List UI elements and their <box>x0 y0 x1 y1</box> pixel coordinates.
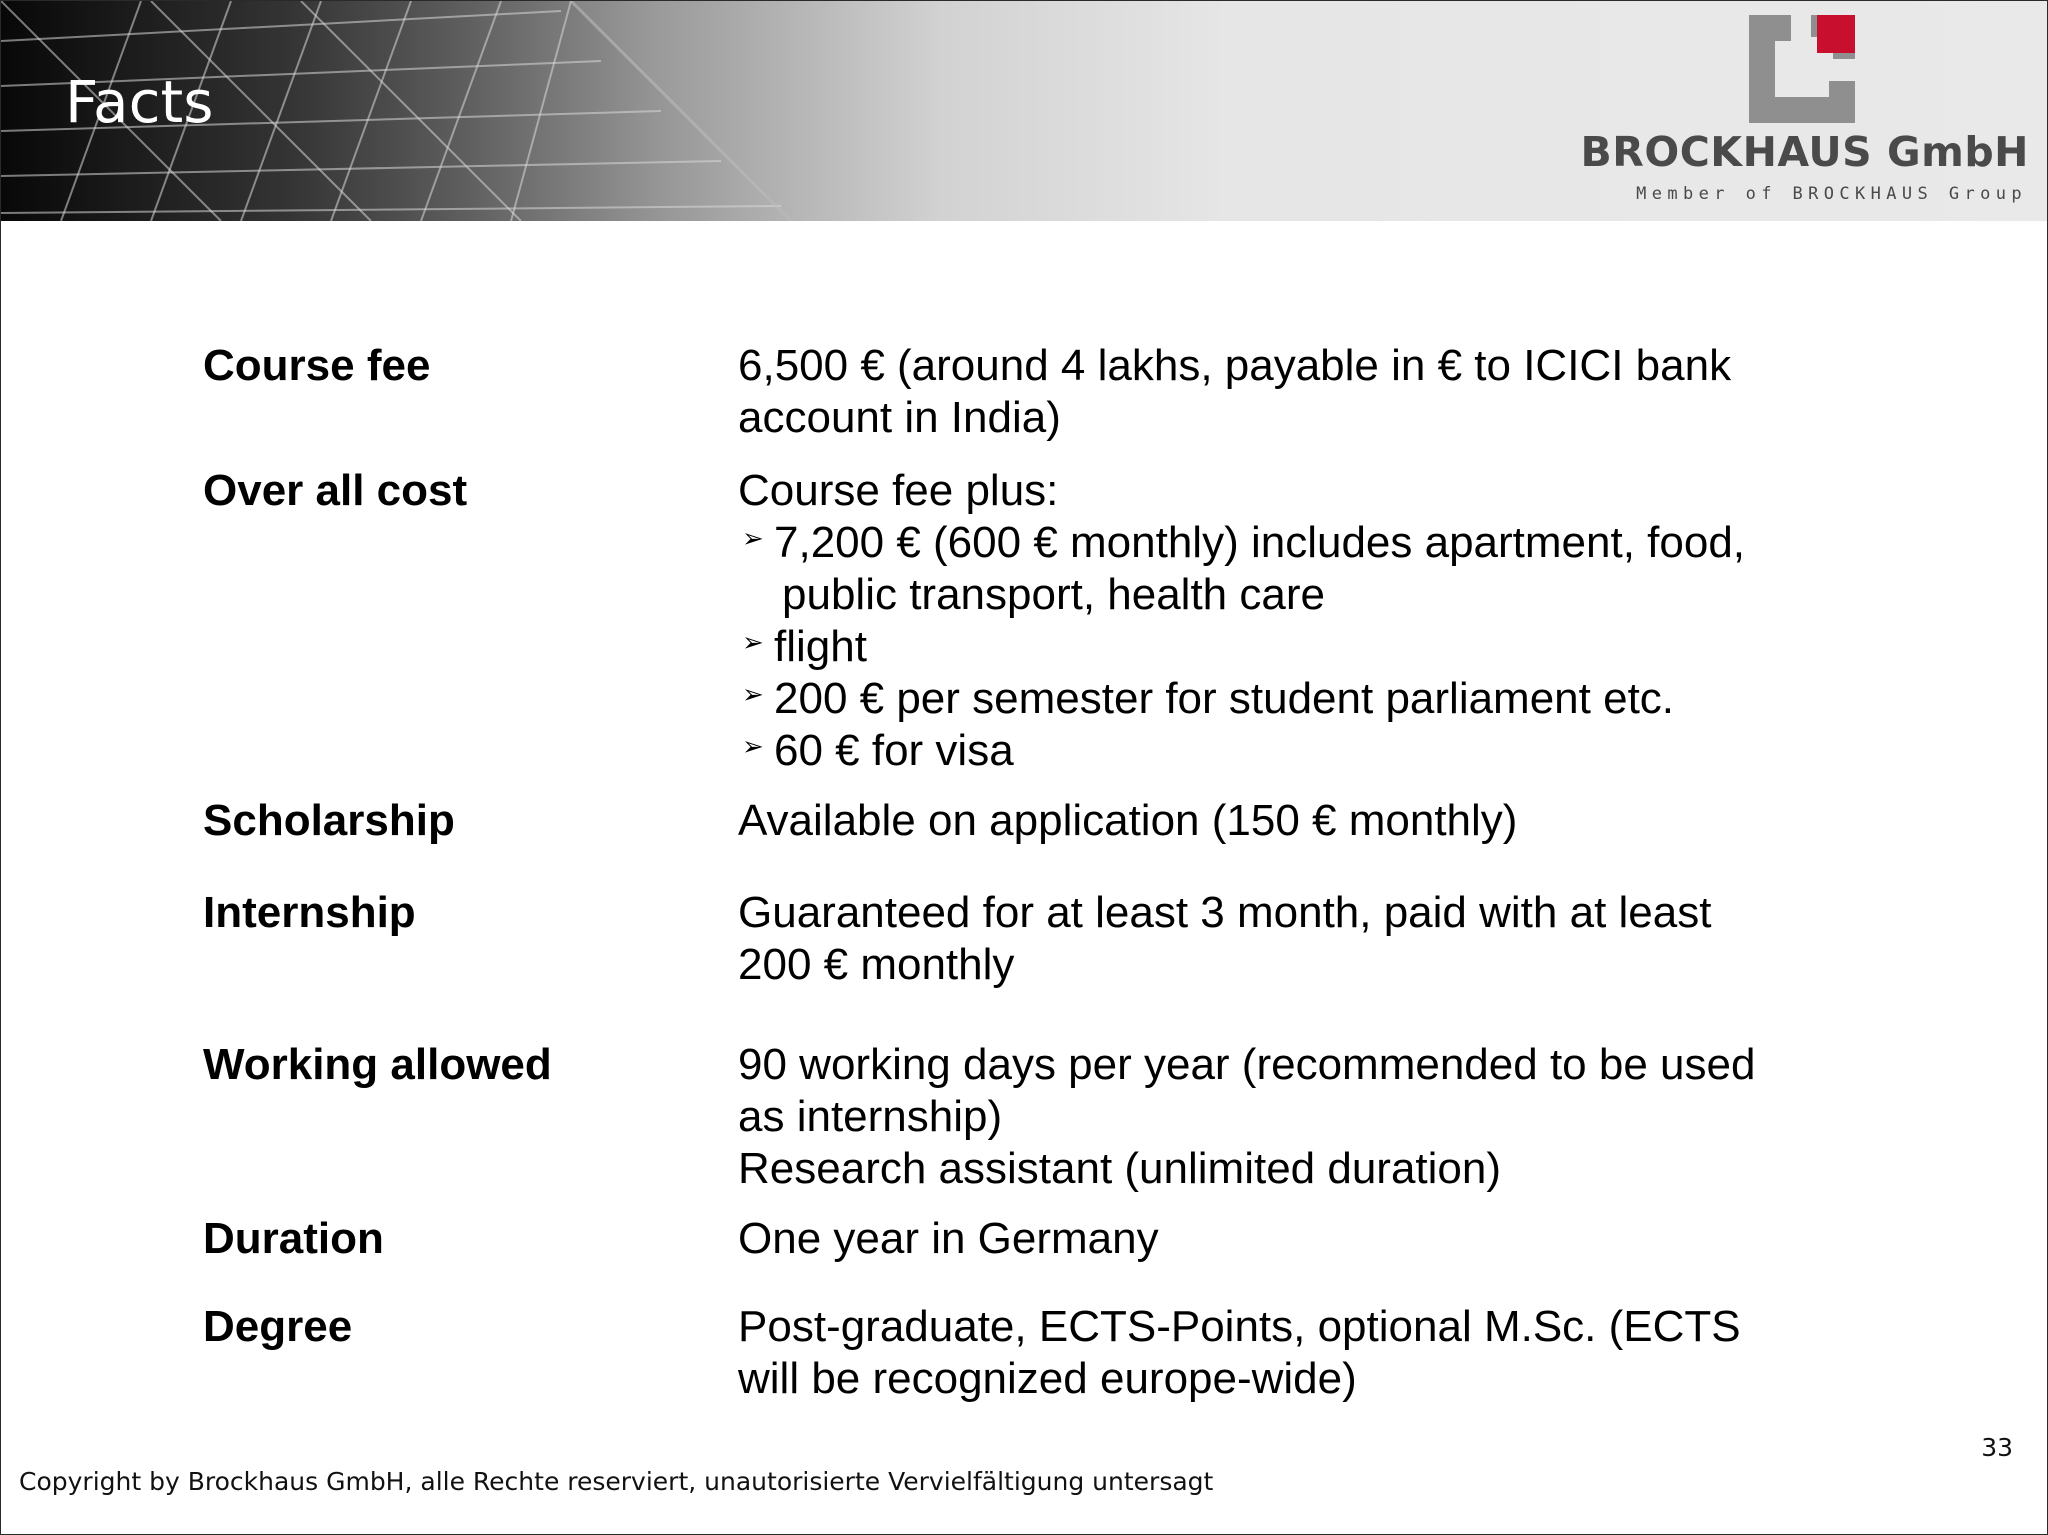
fact-value-line: will be recognized europe-wide) <box>738 1354 1357 1403</box>
header-banner <box>1 1 2047 221</box>
cost-bullet-list <box>738 517 1918 777</box>
brockhaus-logo-icon <box>1749 15 1855 123</box>
fact-value-line: Guaranteed for at least 3 month, paid with at least <box>738 888 1712 937</box>
bullet-text-line: public transport, health care <box>782 570 1325 619</box>
fact-label: Degree <box>203 1302 353 1351</box>
fact-value-line: 200 € monthly <box>738 940 1015 989</box>
fact-label: Scholarship <box>203 796 455 845</box>
fact-label: Course fee <box>203 341 431 390</box>
logo-name: BROCKHAUS GmbH <box>1580 128 2029 176</box>
fact-value <box>738 795 1918 847</box>
slide-title: Facts <box>65 68 214 136</box>
fact-value-line: 6,500 € (around 4 lakhs, payable in € to ICICI bank <box>738 341 1732 390</box>
fact-label: Duration <box>203 1214 384 1263</box>
copyright-notice: Copyright by Brockhaus GmbH, alle Rechte reserviert, unautorisierte Vervielfältigung untersagt <box>19 1467 1214 1496</box>
fact-value-line: Research assistant (unlimited duration) <box>738 1144 1502 1193</box>
bullet-text-line: 7,200 € (600 € monthly) includes apartment, food, <box>774 518 1746 567</box>
fact-value-line: account in India) <box>738 393 1061 442</box>
fact-value <box>738 1213 1918 1265</box>
fact-value-line: as internship) <box>738 1092 1003 1141</box>
arrow-bullet-icon: ➢ <box>742 627 764 657</box>
bullet-text-line: flight <box>774 622 867 671</box>
bullet-text-line: 200 € per semester for student parliament etc. <box>774 674 1675 723</box>
page-number: 33 <box>1981 1433 2013 1462</box>
arrow-bullet-icon: ➢ <box>742 523 764 553</box>
fact-value-line: Course fee plus: <box>738 466 1059 515</box>
bullet-text-line: 60 € for visa <box>774 726 1014 775</box>
fact-value-line: 90 working days per year (recommended to be used <box>738 1040 1756 1089</box>
fact-value-line: Post-graduate, ECTS-Points, optional M.Sc. (ECTS <box>738 1302 1741 1351</box>
fact-value <box>738 465 1918 777</box>
bullet-item <box>738 725 1918 777</box>
bullet-item <box>738 673 1918 725</box>
logo-tagline: Member of BROCKHAUS Group <box>1636 184 2027 204</box>
bullet-item <box>738 621 1918 673</box>
fact-label: Over all cost <box>203 466 468 515</box>
fact-value-line: Available on application (150 € monthly) <box>738 796 1518 845</box>
arrow-bullet-icon: ➢ <box>742 679 764 709</box>
bullet-item <box>738 517 1918 621</box>
fact-value <box>738 1301 1918 1405</box>
fact-value-line: One year in Germany <box>738 1214 1159 1263</box>
fact-value <box>738 887 1918 991</box>
arrow-bullet-icon: ➢ <box>742 731 764 761</box>
fact-label: Working allowed <box>203 1040 552 1089</box>
fact-value <box>738 1039 1918 1195</box>
fact-value <box>738 340 1918 444</box>
fact-label: Internship <box>203 888 416 937</box>
